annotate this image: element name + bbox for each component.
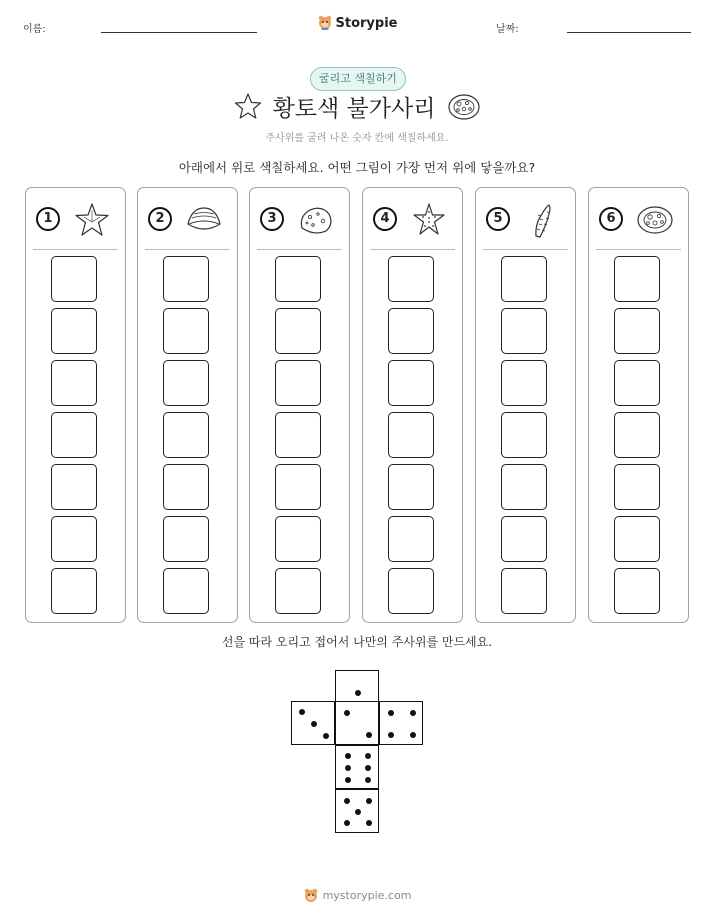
color-box[interactable] bbox=[51, 308, 97, 354]
color-box[interactable] bbox=[388, 516, 434, 562]
color-box[interactable] bbox=[614, 256, 660, 302]
column-number: 1 bbox=[36, 207, 60, 231]
instruction-text: 아래에서 위로 색칠하세요. 어떤 그림이 가장 먼저 위에 닿을까요? bbox=[178, 160, 536, 175]
clam-icon bbox=[184, 202, 224, 238]
dice-pip bbox=[410, 710, 416, 716]
color-box[interactable] bbox=[388, 308, 434, 354]
color-box[interactable] bbox=[163, 256, 209, 302]
dice-pip bbox=[345, 765, 351, 771]
dice-face-5 bbox=[335, 789, 379, 833]
dice-pip bbox=[345, 753, 351, 759]
color-box[interactable] bbox=[501, 464, 547, 510]
column-divider bbox=[483, 249, 568, 250]
column-header bbox=[363, 202, 462, 238]
color-box[interactable] bbox=[163, 568, 209, 614]
column-header bbox=[476, 202, 575, 238]
color-box[interactable] bbox=[51, 412, 97, 458]
name-label: 이름: bbox=[23, 24, 46, 35]
color-box[interactable] bbox=[275, 256, 321, 302]
dice-face-3 bbox=[291, 701, 335, 745]
color-box[interactable] bbox=[163, 516, 209, 562]
column-header bbox=[26, 202, 125, 238]
race-column-1 bbox=[25, 187, 126, 623]
name-line[interactable] bbox=[101, 32, 257, 33]
dice-pip bbox=[344, 798, 350, 804]
brand-name: Storypie bbox=[335, 16, 398, 31]
sea-cucumber-icon bbox=[522, 202, 562, 238]
color-box[interactable] bbox=[501, 568, 547, 614]
color-box[interactable] bbox=[501, 308, 547, 354]
dice-pip bbox=[344, 820, 350, 826]
column-number: 4 bbox=[373, 207, 397, 231]
dice-face-6 bbox=[335, 745, 379, 789]
footer-url: mystorypie.com bbox=[322, 889, 412, 902]
column-header bbox=[250, 202, 349, 238]
color-box[interactable] bbox=[51, 360, 97, 406]
color-box[interactable] bbox=[51, 516, 97, 562]
column-number: 5 bbox=[486, 207, 510, 231]
color-box[interactable] bbox=[275, 308, 321, 354]
dice-pip bbox=[311, 721, 317, 727]
color-box[interactable] bbox=[275, 412, 321, 458]
dice-pip bbox=[388, 710, 394, 716]
color-box[interactable] bbox=[163, 308, 209, 354]
column-divider bbox=[370, 249, 455, 250]
dice-pip bbox=[366, 732, 372, 738]
dice-pip bbox=[355, 690, 361, 696]
color-box[interactable] bbox=[614, 516, 660, 562]
dice-pip bbox=[365, 765, 371, 771]
dice-face-2 bbox=[335, 701, 379, 745]
color-box[interactable] bbox=[275, 516, 321, 562]
column-header bbox=[589, 202, 688, 238]
date-line[interactable] bbox=[567, 32, 691, 33]
color-box[interactable] bbox=[614, 412, 660, 458]
race-column-3 bbox=[249, 187, 350, 623]
color-box[interactable] bbox=[501, 360, 547, 406]
color-box[interactable] bbox=[388, 360, 434, 406]
sea-star-icon bbox=[409, 202, 449, 238]
dice-pip bbox=[345, 777, 351, 783]
dice-face-4 bbox=[379, 701, 423, 745]
color-box[interactable] bbox=[614, 360, 660, 406]
dice-pip bbox=[410, 732, 416, 738]
color-box[interactable] bbox=[501, 412, 547, 458]
coral-rock-icon bbox=[635, 202, 675, 238]
column-divider bbox=[257, 249, 342, 250]
dice-pip bbox=[355, 809, 361, 815]
column-divider bbox=[145, 249, 230, 250]
color-box[interactable] bbox=[51, 256, 97, 302]
dice-pip bbox=[365, 753, 371, 759]
dice-pip bbox=[365, 777, 371, 783]
color-box[interactable] bbox=[614, 308, 660, 354]
column-header bbox=[138, 202, 237, 238]
column-divider bbox=[33, 249, 118, 250]
color-box[interactable] bbox=[51, 568, 97, 614]
brand-logo bbox=[0, 14, 714, 31]
page-title-text: 황토색 불가사리 bbox=[272, 96, 436, 122]
color-box[interactable] bbox=[275, 464, 321, 510]
footer bbox=[0, 887, 714, 903]
color-box[interactable] bbox=[163, 412, 209, 458]
coral-rock-icon bbox=[447, 92, 481, 122]
dice-pip bbox=[366, 798, 372, 804]
star-outline-icon bbox=[233, 92, 263, 120]
color-box[interactable] bbox=[163, 360, 209, 406]
color-box[interactable] bbox=[388, 256, 434, 302]
color-box[interactable] bbox=[163, 464, 209, 510]
dice-pip bbox=[344, 710, 350, 716]
page-subtitle: 주사위를 굴려 나온 숫자 칸에 색칠하세요. bbox=[265, 133, 449, 144]
color-box[interactable] bbox=[275, 360, 321, 406]
storypie-mascot-icon bbox=[317, 14, 333, 30]
column-number: 6 bbox=[599, 207, 623, 231]
rock-icon bbox=[296, 202, 336, 238]
color-box[interactable] bbox=[614, 464, 660, 510]
column-divider bbox=[596, 249, 681, 250]
column-number: 3 bbox=[260, 207, 284, 231]
race-column-6 bbox=[588, 187, 689, 623]
color-box[interactable] bbox=[388, 568, 434, 614]
storypie-mascot-icon bbox=[303, 887, 319, 903]
color-box[interactable] bbox=[388, 464, 434, 510]
dice-instruction: 선을 따라 오리고 접어서 나만의 주사위를 만드세요. bbox=[221, 635, 493, 649]
race-column-5 bbox=[475, 187, 576, 623]
color-box[interactable] bbox=[388, 412, 434, 458]
dice-pip bbox=[388, 732, 394, 738]
race-column-4 bbox=[362, 187, 463, 623]
color-box[interactable] bbox=[614, 568, 660, 614]
color-box[interactable] bbox=[501, 516, 547, 562]
dice-pip bbox=[366, 820, 372, 826]
page-title bbox=[0, 90, 714, 123]
starfish-icon bbox=[72, 202, 112, 238]
color-box[interactable] bbox=[275, 568, 321, 614]
column-number: 2 bbox=[148, 207, 172, 231]
activity-type-badge: 굴리고 색칠하기 bbox=[310, 67, 406, 91]
color-box[interactable] bbox=[501, 256, 547, 302]
dice-pip bbox=[299, 709, 305, 715]
date-label: 날짜: bbox=[496, 24, 519, 35]
dice-pip bbox=[323, 733, 329, 739]
color-box[interactable] bbox=[51, 464, 97, 510]
race-column-2 bbox=[137, 187, 238, 623]
